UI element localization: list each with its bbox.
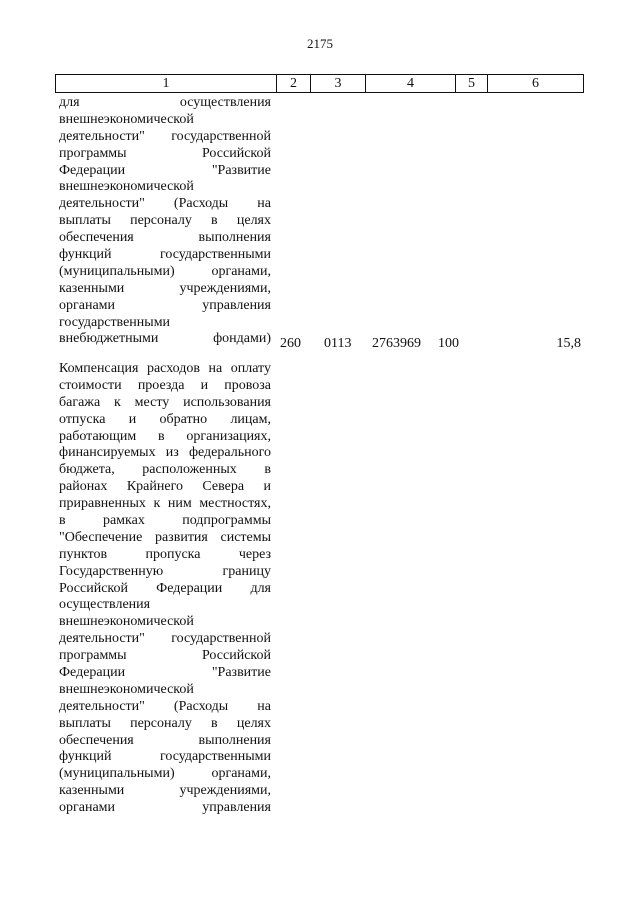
row-1-description bbox=[59, 95, 271, 348]
description-line: программы Российской bbox=[59, 145, 271, 161]
description-line: деятельности" (Расходы на bbox=[59, 698, 271, 714]
description-line: работающим в организациях, bbox=[59, 428, 271, 444]
row-2-description bbox=[59, 361, 271, 817]
description-line: казенными учреждениями, bbox=[59, 280, 271, 296]
description-line: внешнеэкономической bbox=[59, 111, 194, 127]
description-line: в рамках подпрограммы bbox=[59, 513, 271, 529]
description-line: органами управления bbox=[59, 297, 271, 313]
description-line: внешнеэкономической bbox=[59, 614, 194, 630]
table-header-row bbox=[55, 74, 584, 93]
description-line: государственными bbox=[59, 314, 171, 330]
description-line: Российской Федерации для bbox=[59, 580, 271, 596]
description-line: внешнеэкономической bbox=[59, 681, 194, 697]
row-1-col-4: 2763969 bbox=[372, 336, 421, 351]
description-line: деятельности" государственной bbox=[59, 128, 271, 144]
description-line: внебюджетными фондами) bbox=[59, 331, 271, 347]
row-1-col-2: 260 bbox=[280, 336, 301, 351]
row-1-col-6: 15,8 bbox=[556, 336, 581, 351]
description-line: багажа к месту использования bbox=[59, 394, 271, 410]
header-col-6: 6 bbox=[532, 76, 539, 91]
description-line: выплаты персоналу в целях bbox=[59, 715, 271, 731]
description-line: выплаты персоналу в целях bbox=[59, 213, 271, 229]
description-line: Компенсация расходов на оплату bbox=[59, 361, 271, 376]
header-col-3: 3 bbox=[311, 75, 366, 92]
description-line: (муниципальными) органами, bbox=[59, 766, 271, 782]
page-number: 2175 bbox=[307, 36, 333, 51]
row-1-col-5: 100 bbox=[438, 336, 459, 351]
header-col-5: 5 bbox=[456, 75, 488, 92]
description-line: районах Крайнего Севера и bbox=[59, 479, 271, 495]
description-line: обеспечения выполнения bbox=[59, 732, 271, 748]
description-line: осуществления bbox=[59, 597, 151, 613]
header-col-4: 4 bbox=[366, 75, 456, 92]
description-line: Федерации "Развитие bbox=[59, 665, 271, 681]
description-line: Государственную границу bbox=[59, 563, 271, 579]
description-line: (муниципальными) органами, bbox=[59, 263, 271, 279]
description-line: для осуществления bbox=[59, 95, 271, 110]
header-col-2: 2 bbox=[277, 75, 311, 92]
description-line: деятельности" (Расходы на bbox=[59, 196, 271, 212]
description-line: функций государственными bbox=[59, 247, 271, 263]
description-line: приравненных к ним местностях, bbox=[59, 496, 271, 512]
description-line: отпуска и обратно лицам, bbox=[59, 411, 271, 427]
description-line: функций государственными bbox=[59, 749, 271, 765]
description-line: казенными учреждениями, bbox=[59, 783, 271, 799]
description-line: деятельности" государственной bbox=[59, 631, 271, 647]
header-col-1: 1 bbox=[56, 75, 277, 92]
description-line: стоимости проезда и провоза bbox=[59, 377, 271, 393]
description-line: бюджета, расположенных в bbox=[59, 462, 271, 478]
description-line: обеспечения выполнения bbox=[59, 230, 271, 246]
description-line: внешнеэкономической bbox=[59, 179, 194, 195]
description-line: пунктов пропуска через bbox=[59, 546, 271, 562]
description-line: финансируемых из федерального bbox=[59, 445, 271, 461]
description-line: Федерации "Развитие bbox=[59, 162, 271, 178]
row-1-col-3: 0113 bbox=[324, 336, 352, 351]
description-line: "Обеспечение развития системы bbox=[59, 529, 271, 545]
description-line: программы Российской bbox=[59, 648, 271, 664]
description-line: органами управления bbox=[59, 800, 271, 816]
